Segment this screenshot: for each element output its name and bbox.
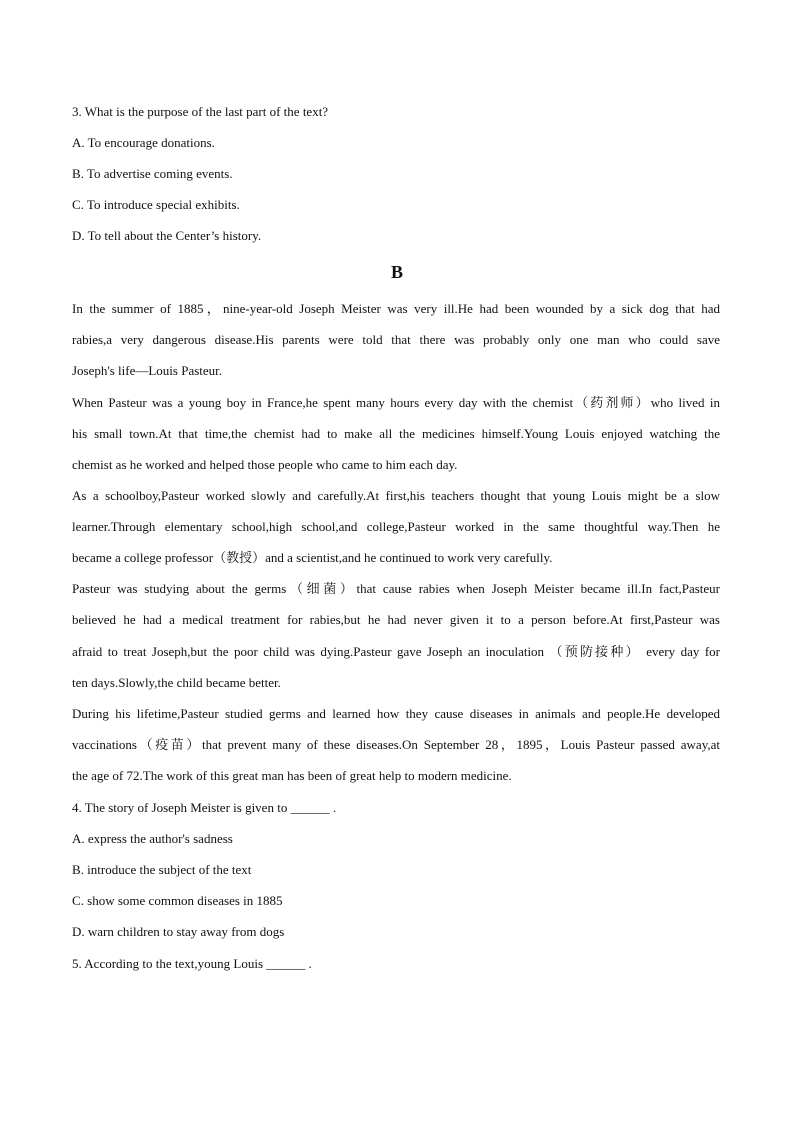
passage-line: When Pasteur was a young boy in France,he spent many hours every day with the chemist（药剂师）who lived in bbox=[72, 395, 720, 410]
question-4: 4. The story of Joseph Meister is given to ______ . bbox=[72, 800, 337, 815]
passage-line: his small town.At that time,the chemist had to make all the medicines himself.Young Louis enjoyed watching the bbox=[72, 426, 720, 441]
question-3-option-d: D. To tell about the Center’s history. bbox=[72, 228, 262, 243]
passage-line: ten days.Slowly,the child became better. bbox=[72, 675, 281, 690]
passage-line: learner.Through elementary school,high school,and college,Pasteur worked in the same thoughtful way.Then he bbox=[72, 519, 720, 534]
passage-line: became a college professor（教授）and a scientist,and he continued to work very carefully. bbox=[72, 550, 553, 565]
passage-line: chemist as he worked and helped those people who came to him each day. bbox=[72, 457, 458, 472]
question-4-option-d: D. warn children to stay away from dogs bbox=[72, 924, 285, 939]
passage-line: Pasteur was studying about the germs（细菌）that cause rabies when Joseph Meister became ill.In fact,Pasteur bbox=[72, 581, 720, 596]
passage-line: Joseph's life—Louis Pasteur. bbox=[72, 363, 223, 378]
question-4-option-b: B. introduce the subject of the text bbox=[72, 862, 252, 877]
passage-line: In the summer of 1885，nine-year-old Joseph Meister was very ill.He had been wounded by a sick dog that had bbox=[72, 301, 720, 316]
question-4-option-c: C. show some common diseases in 1885 bbox=[72, 893, 283, 908]
question-4-option-a: A. express the author's sadness bbox=[72, 831, 233, 846]
passage-line: During his lifetime,Pasteur studied germs and learned how they cause diseases in animals and people.He developed bbox=[72, 706, 720, 721]
question-3-option-c: C. To introduce special exhibits. bbox=[72, 197, 240, 212]
passage-line: rabies,a very dangerous disease.His parents were told that there was probably only one man who could save bbox=[72, 332, 720, 347]
question-3: 3. What is the purpose of the last part of the text? bbox=[72, 104, 329, 119]
question-5: 5. According to the text,young Louis ______ . bbox=[72, 956, 312, 971]
passage-line: As a schoolboy,Pasteur worked slowly and carefully.At first,his teachers thought that young Louis might be a slow bbox=[72, 488, 720, 503]
passage-line: afraid to treat Joseph,but the poor child was dying.Pasteur gave Joseph an inoculation （预防接种） every day for bbox=[72, 644, 720, 659]
section-title: B bbox=[390, 262, 403, 282]
passage-line: the age of 72.The work of this great man has been of great help to modern medicine. bbox=[72, 768, 512, 783]
question-3-option-a: A. To encourage donations. bbox=[72, 135, 215, 150]
passage-line: vaccinations（疫苗）that prevent many of these diseases.On September 28，1895，Louis Pasteur passed away,at bbox=[72, 737, 720, 752]
question-3-option-b: B. To advertise coming events. bbox=[72, 166, 233, 181]
passage-line: believed he had a medical treatment for rabies,but he had never given it to a person before.At first,Pasteur was bbox=[72, 612, 720, 627]
